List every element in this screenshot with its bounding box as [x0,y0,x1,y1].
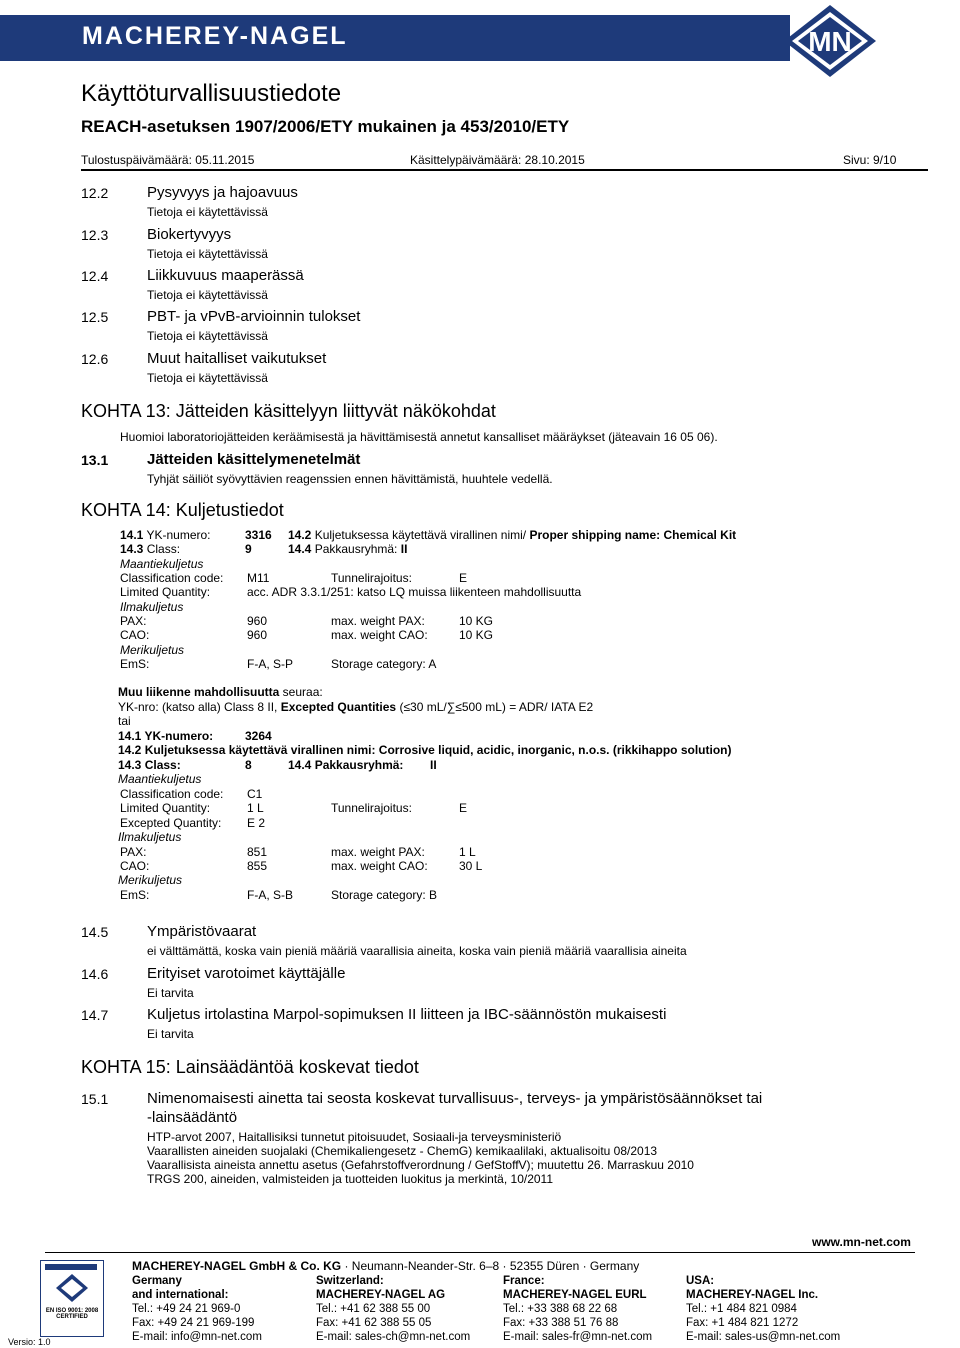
footer-email: E-mail: sales-us@mn-net.com [686,1331,841,1343]
subsection-title: Nimenomaisesti ainetta tai seosta koskevat turvallisuus-, terveys- ja ympäristösäännökset tai [147,1090,763,1107]
footer-tel: Tel.: +33 388 68 22 68 [503,1303,618,1315]
field-label: CAO: [120,628,150,642]
regulation-line: HTP-arvot 2007, Haitallisiksi tunnetut pitoisuudet, Sosiaali-ja terveysministeriö [147,1130,562,1144]
document-subtitle: REACH-asetuksen 1907/2006/ETY mukainen ja 453/2010/ETY [81,117,570,136]
subsection-number: 12.4 [81,268,109,284]
subsection-text: Tietoja ei käytettävissä [147,371,268,385]
storage-category: Storage category: B [331,888,438,902]
packing-group-value: II [430,758,437,772]
footer-email: E-mail: info@mn-net.com [132,1331,262,1343]
field-value: 1 L [459,845,476,859]
document-title: Käyttöturvallisuustiedote [81,80,342,107]
subsection-title: Liikkuvuus maaperässä [147,267,304,284]
subsection-title: Ympäristövaarat [147,923,257,940]
field-number: 14.2 [288,528,312,542]
footer-org: MACHEREY-NAGEL Inc. [686,1289,819,1301]
field-label: max. weight CAO: [331,628,428,642]
website-url: www.mn-net.com [812,1235,911,1249]
field-value: F-A, S-P [247,657,294,671]
field-label: PAX: [120,614,147,628]
field-value: E 2 [247,816,266,830]
un-number-value: 3316 [245,528,272,542]
storage-category: Storage category: A [331,657,437,671]
class-value: 9 [245,542,252,556]
field-value: 1 L [247,801,264,815]
air-transport-label: Ilmakuljetus [120,600,184,614]
company-address: · Neumann-Neander-Str. 6–8 · 52355 Düren · Germany [341,1259,640,1273]
regulation-line: Vaarallisista aineista annettu asetus (Gefahrstoffverordnung / GefStoffV); muutettu 26. Marraskuu 2010 [147,1158,694,1172]
subsection-title: PBT- ja vPvB-arvioinnin tulokset [147,308,361,325]
yk-line-rest: (≤30 mL/∑≤500 mL) = ADR/ IATA E2 [396,700,594,714]
brand-name: MACHEREY-NAGEL [82,22,348,50]
print-date: Tulostuspäivämäärä: 05.11.2015 [81,153,255,167]
footer-email: E-mail: sales-fr@mn-net.com [503,1331,653,1343]
field-label: max. weight CAO: [331,859,428,873]
footer-email: E-mail: sales-ch@mn-net.com [316,1331,471,1343]
class-value: 8 [245,758,252,772]
subsection-text: Ei tarvita [147,986,194,1000]
field-value: 960 [247,628,268,642]
version-label: Versio: 1.0 [8,1337,51,1347]
field-label: Kuljetuksessa käytettävä virallinen nimi/ [311,528,530,542]
header-divider [81,169,928,171]
field-value: acc. ADR 3.3.1/251: katso LQ muissa liikenteen mahdollisuutta [247,585,582,599]
footer-country: USA: [686,1275,715,1287]
un-number-value: 3264 [245,729,272,743]
subsection-text: Tyhjät säiliöt syövyttävien reagenssien ennen hävittämistä, huuhtele vedellä. [147,472,553,486]
subsection-title-cont: -lainsäädäntö [147,1109,238,1126]
subsection-number: 12.3 [81,227,109,243]
field-label: Tunnelirajoitus: [331,571,412,585]
subsection-number: 12.2 [81,185,109,201]
road-transport-label: Maantiekuljetus [120,557,204,571]
footer-org: MACHEREY-NAGEL EURL [503,1289,647,1301]
field-number: 14.3 [120,542,144,556]
or-text: tai [118,714,131,728]
packing-group-value: II [400,542,408,556]
subsection-number: 14.5 [81,924,109,940]
subsection-title: Erityiset varotoimet käyttäjälle [147,965,346,982]
field-label: Pakkausryhmä: [311,542,398,556]
other-transport-label: Muu liikenne mahdollisuutta [118,685,280,699]
field-label: Excepted Quantity: [120,816,222,830]
subsection-text: Tietoja ei käytettävissä [147,288,268,302]
handling-date: Käsittelypäivämäärä: 28.10.2015 [410,153,585,167]
subsection-text: Tietoja ei käytettävissä [147,329,268,343]
field-label: PAX: [120,845,147,859]
regulation-line: TRGS 200, aineiden, valmisteiden ja tuotteiden luokitus ja merkintä, 10/2011 [147,1172,554,1186]
subsection-text: Tietoja ei käytettävissä [147,205,268,219]
yk-line: YK-nro: (katso alla) Class 8 II, [118,700,281,714]
footer-divider [45,1252,915,1253]
field-value: 855 [247,859,268,873]
mn-logo-icon [780,3,880,79]
subsection-number: 14.6 [81,966,109,982]
field-label: Class: [143,542,181,556]
field-label: max. weight PAX: [331,614,425,628]
shipping-name-value: Proper shipping name: Chemical Kit [529,528,737,542]
footer-tel: Tel.: +41 62 388 55 00 [316,1303,431,1315]
field-value: E [459,571,468,585]
subsection-text: Tietoja ei käytettävissä [147,247,268,261]
footer-country: Switzerland: [316,1275,384,1287]
section-15-heading: KOHTA 15: Lainsäädäntöä koskevat tiedot [81,1057,419,1077]
field-label: Limited Quantity: [120,801,211,815]
subsection-title: Biokertyvyys [147,226,232,243]
mn-cert-icon [55,1273,89,1303]
field-number: 14.1 [120,528,144,542]
other-transport-suffix: seuraa: [279,685,323,699]
field-label: max. weight PAX: [331,845,425,859]
class-label: 14.3 Class: [118,758,181,772]
field-label: Classification code: [120,787,224,801]
footer-tel: Tel.: +1 484 821 0984 [686,1303,797,1315]
company-name: MACHEREY-NAGEL GmbH & Co. KG [132,1259,342,1273]
field-value: M11 [247,571,270,585]
subsection-title: Kuljetus irtolastina Marpol-sopimuksen II liitteen ja IBC-säännöstön mukaisesti [147,1006,667,1023]
subsection-text: ei välttämättä, koska vain pieniä määriä vaarallisia aineita, koska vain pieniä määriä vaarallisia aineita [147,944,687,958]
field-label: Tunnelirajoitus: [331,801,412,815]
footer-tel: Tel.: +49 24 21 969-0 [132,1303,241,1315]
sea-transport-label: Merikuljetus [118,873,183,887]
footer-country: Germany [132,1275,182,1287]
subsection-title: Jätteiden käsittelymenetelmät [147,451,361,468]
subsection-title: Muut haitalliset vaikutukset [147,350,327,367]
subsection-number: 12.6 [81,351,109,367]
field-value: 960 [247,614,268,628]
cert-bar [45,1264,97,1270]
excepted-quantities: Excepted Quantities [280,700,397,714]
subsection-title: Pysyvyys ja hajoavuus [147,184,298,201]
field-value: C1 [247,787,263,801]
footer-org: MACHEREY-NAGEL AG [316,1289,446,1301]
packing-group-label: 14.4 Pakkausryhmä: [288,758,404,772]
footer-fax: Fax: +41 62 388 55 05 [316,1317,432,1329]
logo-text: MN [808,26,852,57]
footer-country: France: [503,1275,545,1287]
cert-text: EN ISO 9001: 2008 CERTIFIED [45,1308,99,1320]
cert-badge [40,1260,104,1337]
field-label: CAO: [120,859,150,873]
subsection-text: Ei tarvita [147,1027,194,1041]
footer-org: and international: [132,1289,229,1301]
road-transport-label: Maantiekuljetus [118,772,202,786]
field-value: 10 KG [459,614,494,628]
field-value: 10 KG [459,628,494,642]
subsection-number: 13.1 [81,452,109,468]
field-value: 30 L [459,859,483,873]
subsection-number: 14.7 [81,1007,109,1023]
subsection-number: 12.5 [81,309,109,325]
footer-fax: Fax: +1 484 821 1272 [686,1317,799,1329]
un-number-label: 14.1 YK-numero: [118,729,214,743]
field-label: YK-numero: [143,528,211,542]
field-value: 851 [247,845,268,859]
section-14-heading: KOHTA 14: Kuljetustiedot [81,500,284,520]
field-value: E [459,801,468,815]
section-13-note: Huomioi laboratoriojätteiden keräämisestä ja hävittämisestä annetut kansalliset määräykset (jäteavain 16 05 06). [120,430,718,444]
field-label: EmS: [120,657,150,671]
shipping-name-line: 14.2 Kuljetuksessa käytettävä virallinen nimi: Corrosive liquid, acidic, inorganic, n.o.s. (rikkihappo solution) [118,743,732,757]
air-transport-label: Ilmakuljetus [118,830,182,844]
field-label: Classification code: [120,571,224,585]
field-value: F-A, S-B [247,888,294,902]
field-label: Limited Quantity: [120,585,211,599]
footer-fax: Fax: +33 388 51 76 88 [503,1317,619,1329]
page-number: Sivu: 9/10 [843,153,897,167]
sea-transport-label: Merikuljetus [120,643,185,657]
regulation-line: Vaarallisten aineiden suojalaki (Chemikaliengesetz - ChemG) kemikaalilaki, aktualisoitu 08/2013 [147,1144,658,1158]
field-number: 14.4 [288,542,312,556]
field-label: EmS: [120,888,150,902]
subsection-number: 15.1 [81,1091,109,1107]
section-13-heading: KOHTA 13: Jätteiden käsittelyyn liittyvät näkökohdat [81,401,496,421]
footer-fax: Fax: +49 24 21 969-199 [132,1317,255,1329]
